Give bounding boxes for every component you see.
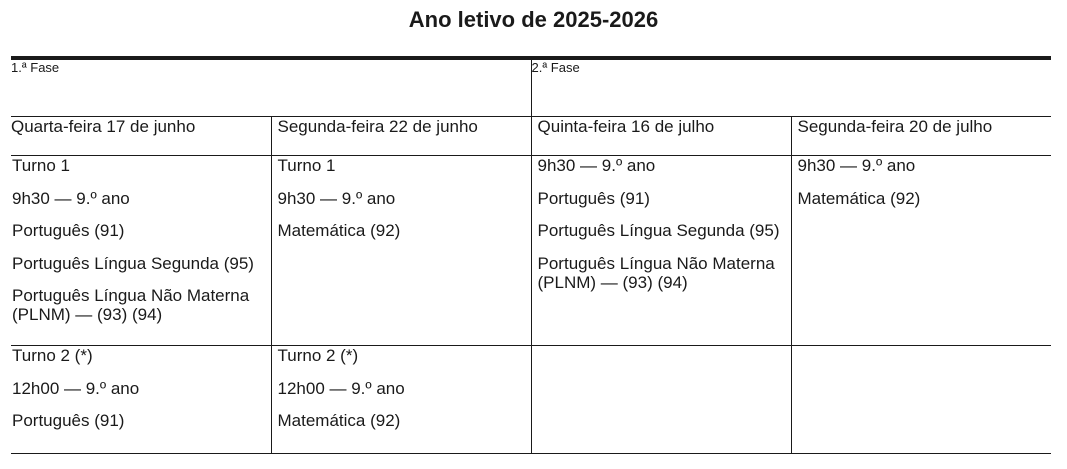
cell-line: Português (91) (537, 188, 650, 208)
cell-line: Turno 1 (12, 156, 70, 175)
schedule-cell-empty (791, 346, 1051, 454)
date-header: Segunda-feira 22 de junho (271, 117, 531, 156)
schedule-cell (791, 156, 1051, 346)
cell-line: Matemática (92) (277, 411, 401, 430)
cell-line: Turno 2 (*) (12, 346, 93, 365)
phase-1-header: 1.ª Fase (11, 58, 531, 117)
schedule-cell (271, 346, 531, 454)
cell-line: Português Língua Segunda (95) (12, 253, 254, 273)
cell-line: Matemática (92) (797, 188, 921, 208)
date-header-row (11, 117, 1051, 156)
cell-line: Turno 2 (*) (277, 346, 359, 365)
schedule-cell (531, 156, 791, 346)
cell-line: 9h30 — 9.º ano (537, 156, 656, 175)
schedule-cell (11, 156, 271, 346)
cell-line: 12h00 — 9.º ano (277, 378, 405, 398)
phase-2-header: 2.ª Fase (531, 58, 1051, 117)
cell-line: Português Língua Segunda (95) (537, 221, 780, 240)
cell-line: Português Língua Não Materna (PLNM) — (93) (94) (12, 286, 250, 324)
cell-line: Turno 1 (277, 156, 336, 175)
turno-2-row (11, 346, 1051, 454)
date-header: Quarta-feira 17 de junho (11, 117, 271, 156)
cell-line: 9h30 — 9.º ano (12, 188, 130, 208)
page-title: Ano letivo de 2025-2026 (408, 7, 659, 32)
date-header: Quinta-feira 16 de julho (531, 117, 791, 156)
schedule-cell (11, 346, 271, 454)
cell-line: Português (91) (12, 221, 125, 240)
cell-line: Matemática (92) (277, 221, 401, 240)
cell-line: 12h00 — 9.º ano (12, 378, 140, 398)
turno-1-row (11, 156, 1051, 346)
phase-header-row (11, 58, 1051, 117)
schedule-cell (271, 156, 531, 346)
cell-line: Português Língua Não Materna (PLNM) — (93) (94) (537, 253, 775, 292)
cell-line: Português (91) (12, 411, 125, 430)
cell-line: 9h30 — 9.º ano (797, 156, 916, 175)
schedule-cell-empty (531, 346, 791, 454)
cell-line: 9h30 — 9.º ano (277, 188, 396, 208)
date-header: Segunda-feira 20 de julho (791, 117, 1051, 156)
exam-schedule-table (11, 56, 1051, 454)
